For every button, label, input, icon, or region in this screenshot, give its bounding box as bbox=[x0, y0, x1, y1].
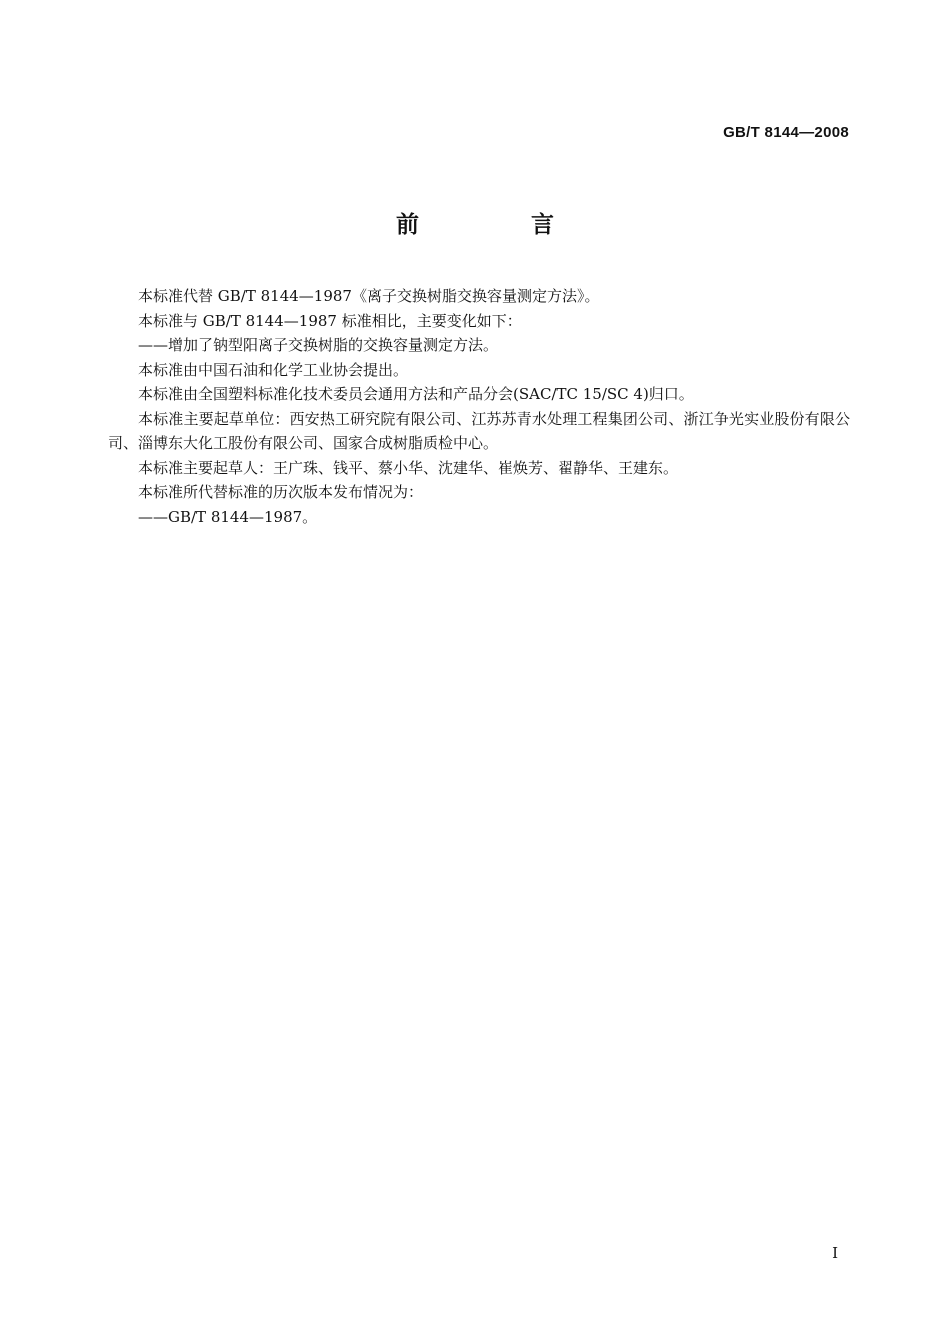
paragraph-drafters: 本标准主要起草人：王广珠、钱平、蔡小华、沈建华、崔焕芳、翟静华、王建东。 bbox=[138, 458, 679, 477]
paragraph-changes-intro: 本标准与 GB/T 8144—1987 标准相比，主要变化如下： bbox=[138, 311, 522, 330]
paragraph-proposed-by: 本标准由中国石油和化学工业协会提出。 bbox=[138, 360, 409, 379]
paragraph-history-intro: 本标准所代替标准的历次版本发布情况为： bbox=[138, 483, 424, 501]
paragraph-replaces: 本标准代替 GB/T 8144—1987《离子交换树脂交换容量测定方法》。 bbox=[138, 287, 600, 305]
paragraph-centralized-by: 本标准由全国塑料标准化技术委员会通用方法和产品分会(SAC/TC 15/SC 4)归口。 bbox=[138, 385, 694, 403]
paragraph-history-item: ——GB/T 8144—1987。 bbox=[138, 507, 318, 526]
paragraph-drafting-units: 本标准主要起草单位：西安热工研究院有限公司、江苏苏青水处理工程集团公司、浙江争光实业股份有限公司、淄博东大化工股份有限公司、国家合成树脂质检中心。 bbox=[108, 409, 850, 452]
page-title: 前 言 bbox=[395, 211, 606, 238]
foreword-body bbox=[108, 284, 850, 529]
standard-code: GB/T 8144—2008 bbox=[723, 124, 849, 141]
paragraph-change-item: ——增加了钠型阳离子交换树脂的交换容量测定方法。 bbox=[138, 336, 499, 354]
page-number: I bbox=[832, 1244, 838, 1262]
